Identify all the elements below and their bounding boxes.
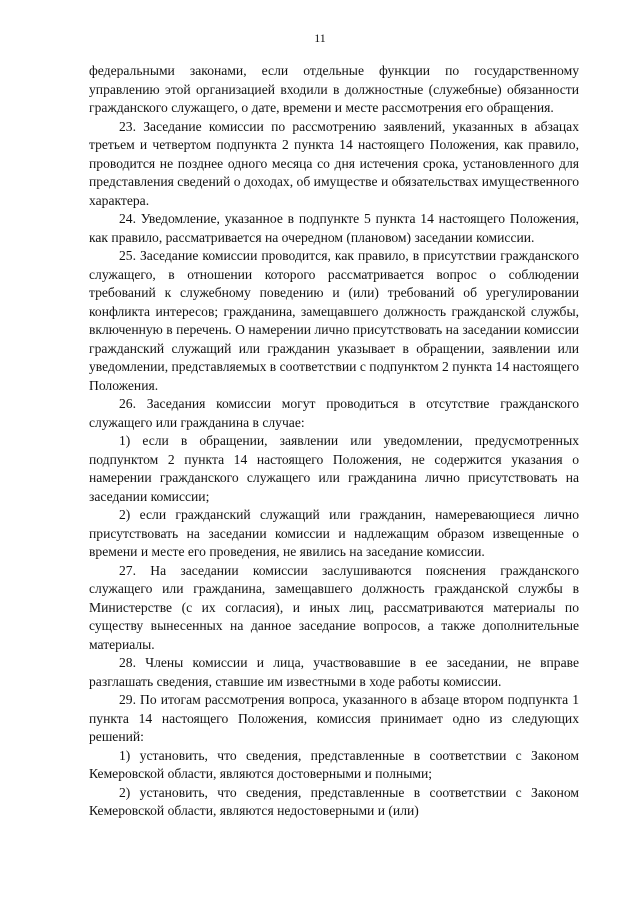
subparagraph-26-2: 2) если гражданский служащий или гражданин, намеревающиеся лично присутствовать на заседании комиссии и надлежащим образом извещенные о времени и месте его проведения, не явились на заседание комиссии. [89,507,579,559]
subparagraph-26-1: 1) если в обращении, заявлении или уведомлении, предусмотренных подпунктом 2 пункта 14 настоящего Положения, не содержится указания о намерении гражданского служащего или гражданина лично присутствовать на заседании комиссии; [89,433,579,504]
subparagraph-29-1: 1) установить, что сведения, представленные в соответствии с Законом Кемеровской области, являются достоверными и полными; [89,747,579,781]
paragraph-item-29: 29. По итогам рассмотрения вопроса, указанного в абзаце втором подпункта 1 пункта 14 настоящего Положения, комиссия принимает одно из следующих решений: [89,692,579,744]
paragraph-item-23: 23. Заседание комиссии по рассмотрению заявлений, указанных в абзацах третьем и четвертом подпункта 2 пункта 14 настоящего Положения, как правило, проводится не позднее одного месяца со дня истечения срока, установленного для представления сведений о доходах, об имуществе и обязательствах имущественного характера. [89,118,579,208]
subparagraph-29-2: 2) установить, что сведения, представленные в соответствии с Законом Кемеровской области, являются недостоверными и (или) [89,784,579,818]
paragraph-continuation: федеральными законами, если отдельные функции по государственному управлению этой организацией входили в должностные (служебные) обязанности гражданского служащего, о дате, времени и месте рассмотрения его обращения. [89,63,579,115]
document-body [89,62,579,821]
page-number: 11 [314,31,326,45]
paragraph-item-25: 25. Заседание комиссии проводится, как правило, в присутствии гражданского служащего, в отношении которого рассматривается вопрос о соблюдении требований к служебному поведению и (или) требований об урегулировании конфликта интересов; гражданина, замещавшего должность гражданской службы, включенную в перечень. О намерении лично присутствовать на заседании комиссии гражданский служащий или гражданин указывает в обращении, заявлении или уведомлении, представляемых в соответствии с подпунктом 2 пункта 14 настоящего Положения. [89,248,579,393]
paragraph-item-28: 28. Члены комиссии и лица, участвовавшие в ее заседании, не вправе разглашать сведения, ставшие им известными в ходе работы комиссии. [89,655,579,689]
paragraph-item-26: 26. Заседания комиссии могут проводиться в отсутствие гражданского служащего или гражданина в случае: [89,396,579,430]
paragraph-item-24: 24. Уведомление, указанное в подпункте 5 пункта 14 настоящего Положения, как правило, рассматривается на очередном (плановом) заседании комиссии. [89,211,579,245]
paragraph-item-27: 27. На заседании комиссии заслушиваются пояснения гражданского служащего или гражданина, замещавшего должность гражданской службы в Министерстве (с их согласия), и иных лиц, рассматриваются материалы по существу вынесенных на данное заседание вопросов, а также дополнительные материалы. [89,562,579,652]
